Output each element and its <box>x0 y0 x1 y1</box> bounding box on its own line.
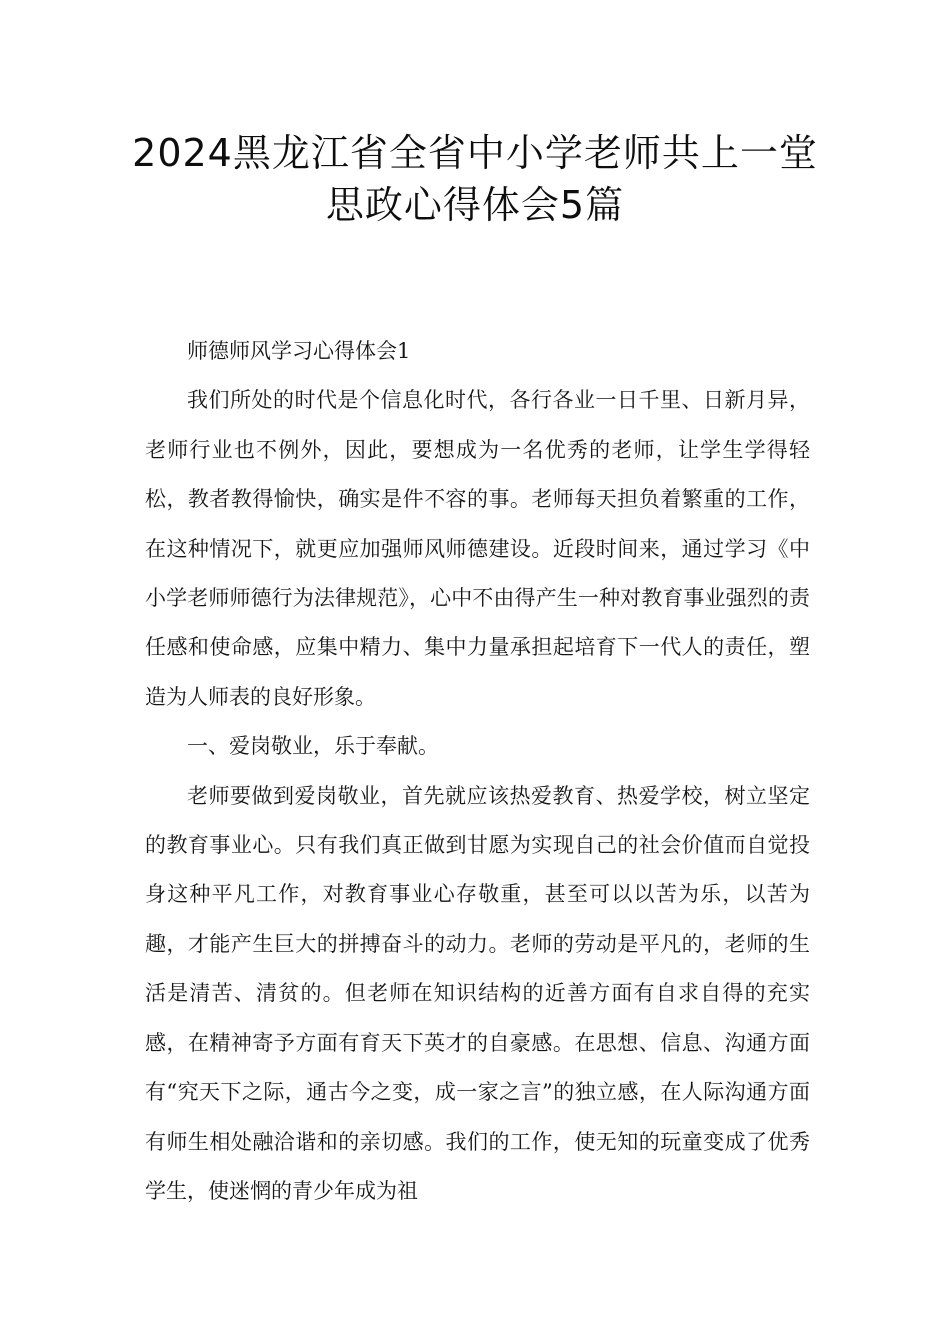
paragraph: 我们所处的时代是个信息化时代，各行各业一日千里、日新月异，老师行业也不例外，因此，要想成为一名优秀的老师，让学生学得轻松，教者教得愉快，确实是件不容的事。老师每天担负着繁重的工作，在这种情况下，就更应加强师风师德建设。近段时间来，通过学习《中小学老师师德行为法律规范》，心中不由得产生一种对教育事业强烈的责任感和使命感，应集中精力、集中力量承担起培育下一代人的责任，塑造为人师表的良好形象。 <box>145 388 810 709</box>
document-body <box>145 327 810 1216</box>
section-subheading: 一、爱岗敬业，乐于奉献。 <box>187 734 439 759</box>
document-title-line-1: 2024黑龙江省全省中小学老师共上一堂 <box>132 131 818 175</box>
document-title-line-2: 思政心得体会5篇 <box>325 183 625 227</box>
section-heading: 师德师风学习心得体会1 <box>187 339 411 363</box>
paragraph: 老师要做到爱岗敬业，首先就应该热爱教育、热爱学校，树立坚定的教育事业心。只有我们真正做到甘愿为实现自己的社会价值而自觉投身这种平凡工作，对教育事业心存敬重，甚至可以以苦为乐，以苦为趣，才能产生巨大的拼搏奋斗的动力。老师的劳动是平凡的，老师的生活是清苦、清贫的。但老师在知识结构的近善方面有自求自得的充实感，在精神寄予方面有育天下英才的自豪感。在思想、信息、沟通方面有“究天下之际，通古今之变，成一家之言”的独立感，在人际沟通方面有师生相处融洽谐和的亲切感。我们的工作，使无知的玩童变成了优秀学生，使迷惘的青少年成为祖 <box>145 783 810 1203</box>
